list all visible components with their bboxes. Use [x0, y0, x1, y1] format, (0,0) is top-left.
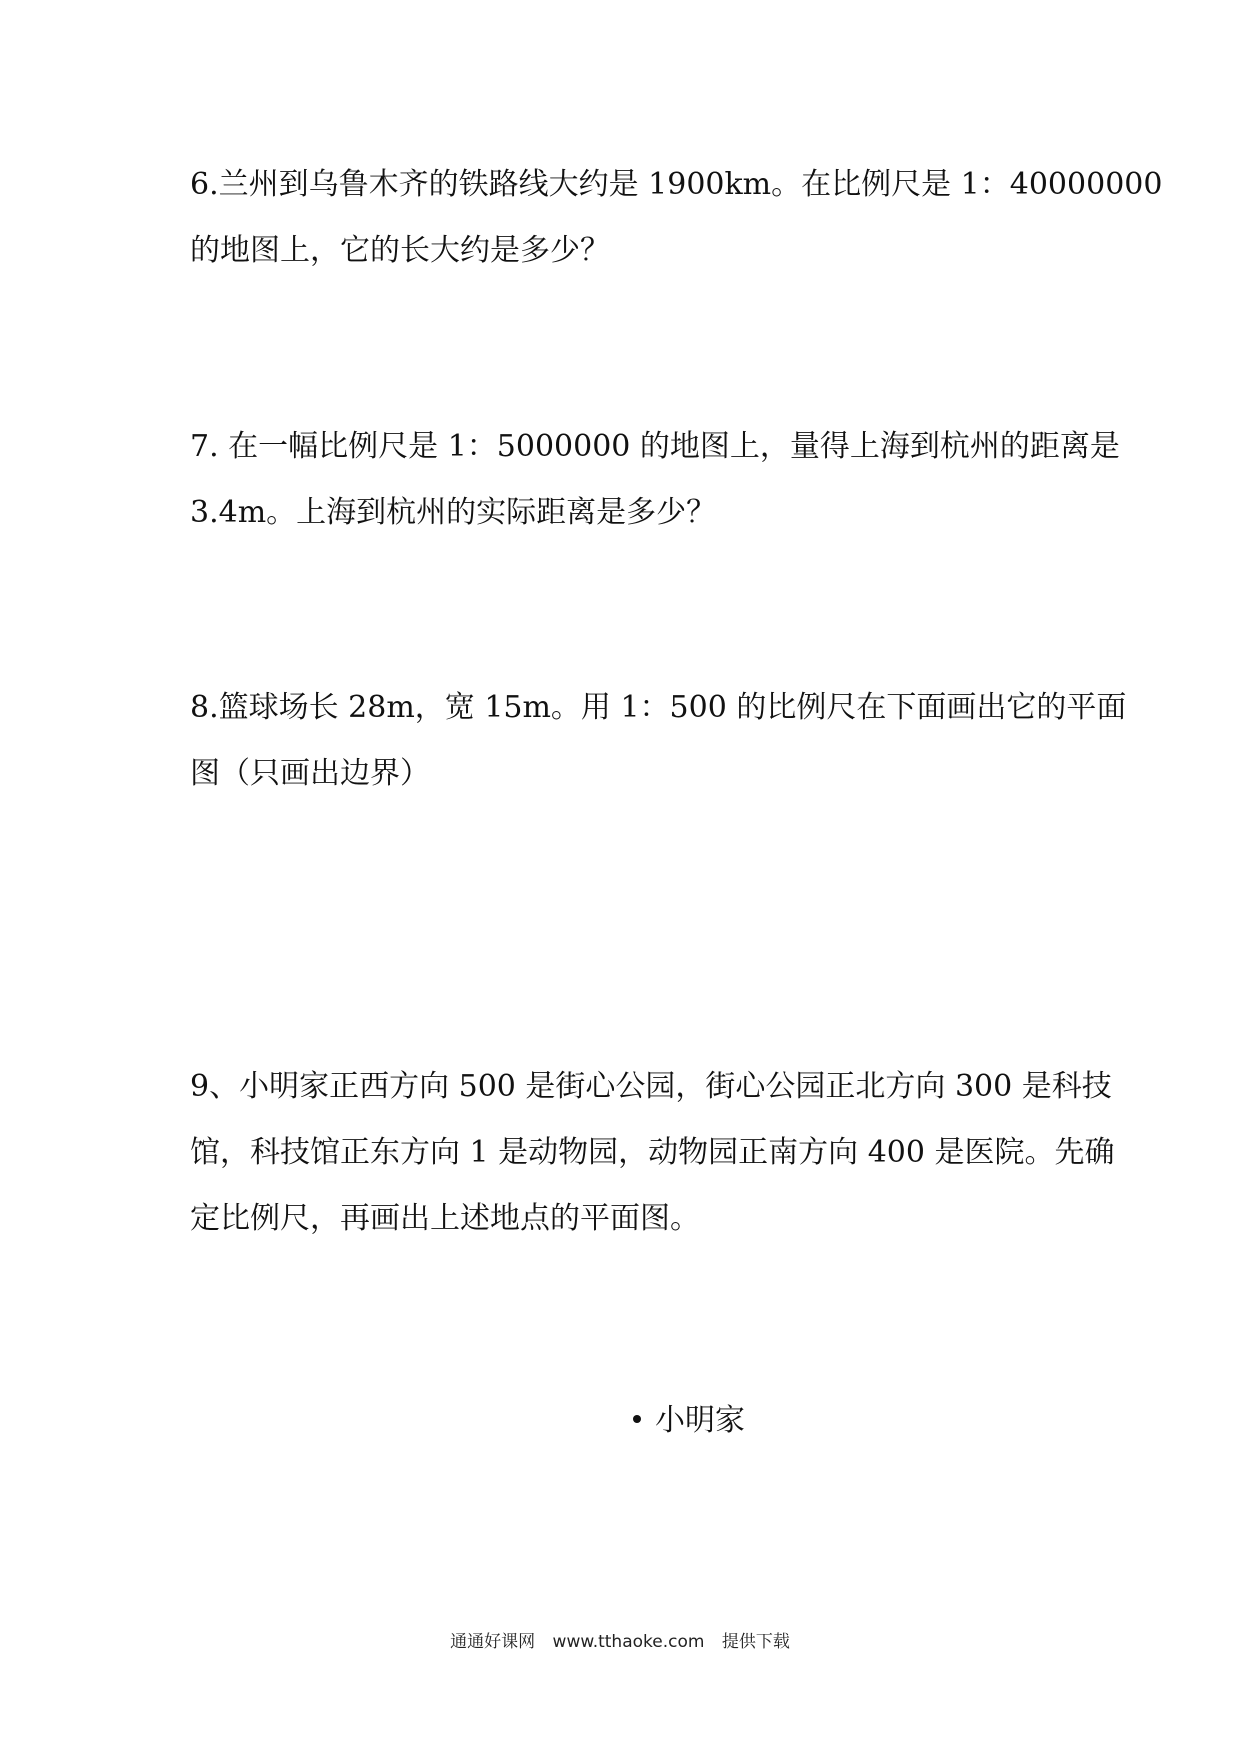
question-7-line-1: 7. 在一幅比例尺是 1：5000000 的地图上，量得上海到杭州的距离是: [190, 429, 1120, 464]
question-8: [190, 675, 1127, 807]
question-8-line-1: 8.篮球场长 28m，宽 15m。用 1：500 的比例尺在下面画出它的平面: [190, 690, 1127, 725]
question-9-line-2: 馆，科技馆正东方向 1 是动物园，动物园正南方向 400 是医院。先确: [190, 1135, 1115, 1170]
footer-url[interactable]: www.tthaoke.com: [552, 1632, 705, 1652]
location-dot-icon: [633, 1415, 641, 1423]
home-label: 小明家: [655, 1403, 745, 1438]
question-9-line-3: 定比例尺，再画出上述地点的平面图。: [190, 1201, 700, 1236]
question-6-line-2: 的地图上，它的长大约是多少？: [190, 233, 610, 268]
question-7-line-2: 3.4m。上海到杭州的实际距离是多少？: [190, 495, 717, 530]
question-6: [190, 152, 1163, 284]
footer-brand: 通通好课网: [450, 1632, 536, 1652]
footer: [0, 1630, 1240, 1654]
question-9-line-1: 9、小明家正西方向 500 是街心公园，街心公园正北方向 300 是科技: [190, 1069, 1112, 1104]
question-6-line-1: 6.兰州到乌鲁木齐的铁路线大约是 1900km。在比例尺是 1：40000000: [190, 167, 1163, 202]
footer-suffix: 提供下载: [721, 1632, 790, 1652]
question-8-line-2: 图（只画出边界）: [190, 756, 430, 791]
question-7: [190, 414, 1120, 546]
home-location-marker: [633, 1399, 745, 1443]
question-9: [190, 1054, 1115, 1252]
